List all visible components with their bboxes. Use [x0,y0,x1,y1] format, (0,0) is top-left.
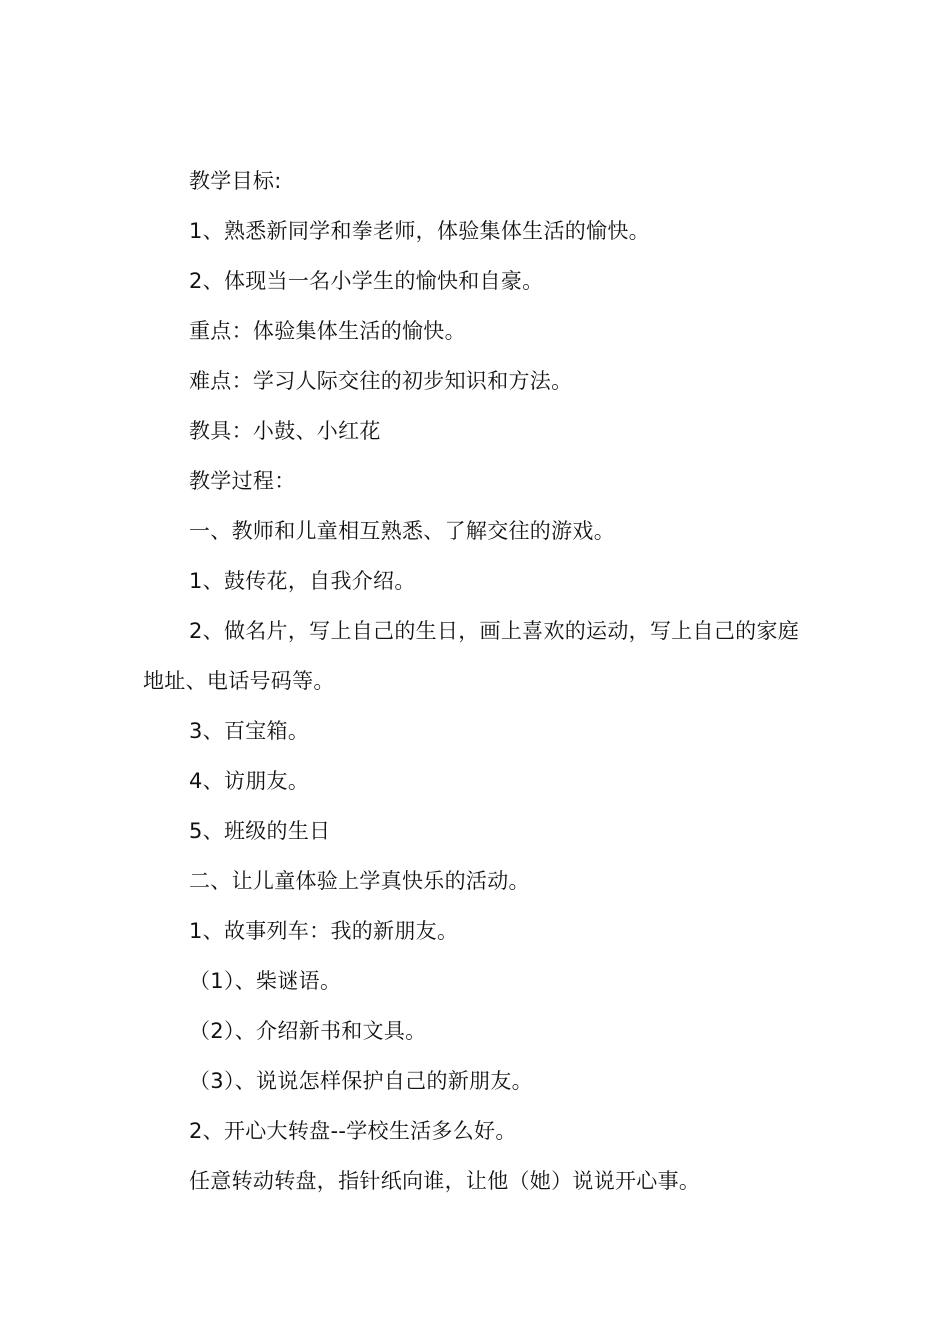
paragraph: 3、百宝箱。 [189,719,310,743]
paragraph: 1、鼓传花，自我介绍。 [189,569,416,593]
paragraph: 4、访朋友。 [189,769,310,793]
paragraph: 难点：学习人际交往的初步知识和方法。 [189,369,573,393]
paragraph: 教学过程： [189,469,296,493]
paragraph: （1）、柴谜语。 [189,969,342,993]
paragraph: （3）、说说怎样保护自己的新朋友。 [189,1069,533,1093]
paragraph: 2、开心大转盘--学校生活多么好。 [189,1119,517,1143]
paragraph: （2）、介绍新书和文具。 [189,1019,427,1043]
paragraph: 1、故事列车：我的新朋友。 [189,919,459,943]
paragraph: 1、熟悉新同学和拳老师，体验集体生活的愉快。 [189,219,650,243]
paragraph: 2、做名片，写上自己的生日，画上喜欢的运动，写上自己的家庭地址、电话号码等。 [143,619,800,693]
paragraph: 2、体现当一名小学生的愉快和自豪。 [189,269,544,293]
paragraph: 一、教师和儿童相互熟悉、了解交往的游戏。 [189,519,615,543]
document-body [143,156,808,1206]
paragraph: 重点：体验集体生活的愉快。 [189,319,466,343]
paragraph: 教学目标: [189,169,282,193]
paragraph: 任意转动转盘，指针纸向谁，让他（她）说说开心事。 [189,1169,701,1193]
paragraph: 二、让儿童体验上学真快乐的活动。 [189,869,530,893]
paragraph: 教具：小鼓、小红花 [189,419,381,443]
paragraph: 5、班级的生日 [189,819,331,843]
